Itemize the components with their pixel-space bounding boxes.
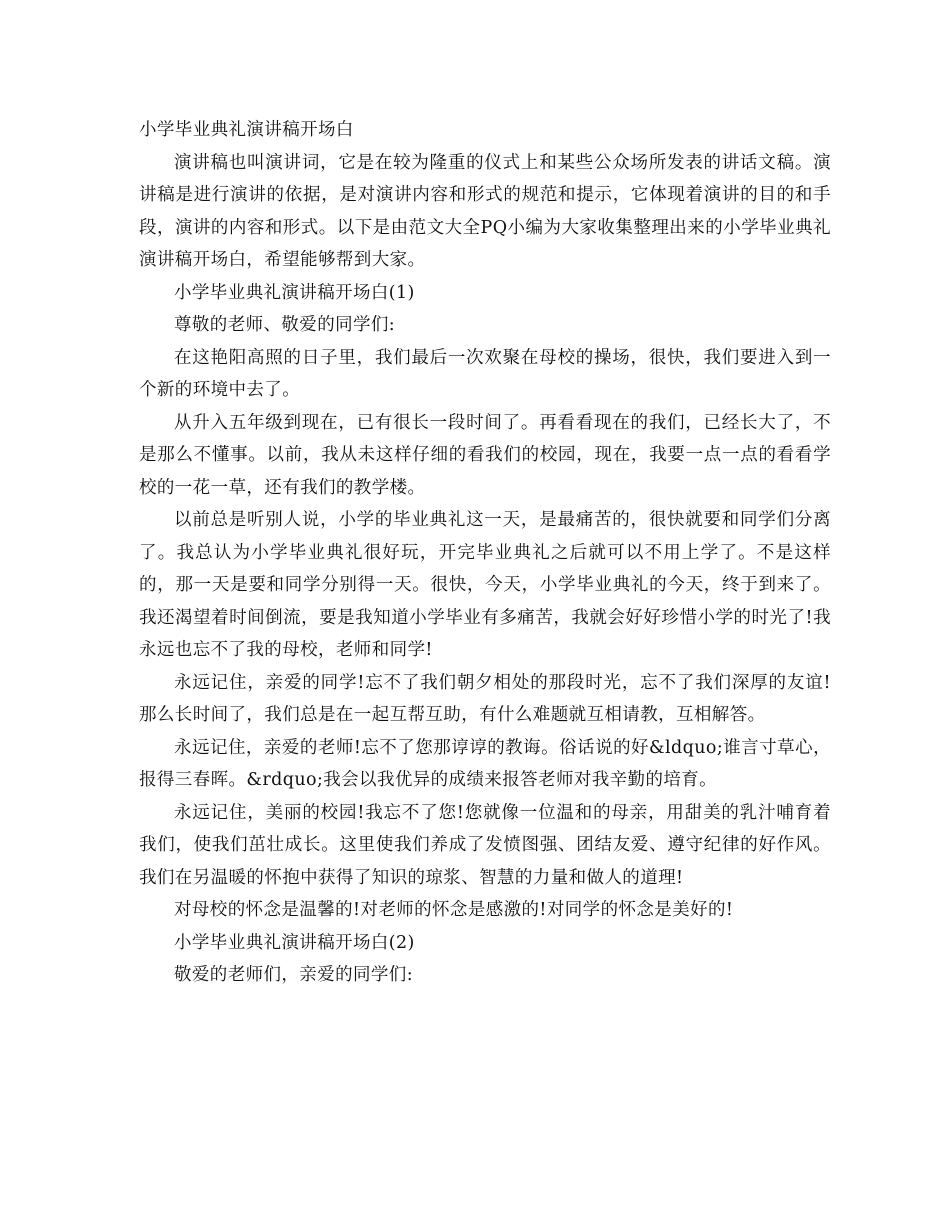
body-paragraph: 从升入五年级到现在，已有很长一段时间了。再看看现在的我们，已经长大了，不是那么不懂事。以前，我从未这样仔细的看我们的校园，现在，我要一点一点的看看学校的一花一草，还有我们的教学楼。 xyxy=(139,412,831,498)
intro-paragraph: 演讲稿也叫演讲词，它是在较为隆重的仪式上和某些公众场所发表的讲话文稿。演讲稿是进行演讲的依据，是对演讲内容和形式的规范和提示，它体现着演讲的目的和手段，演讲的内容和形式。以下是由范文大全PQ小编为大家收集整理出来的小学毕业典礼演讲稿开场白，希望能够帮到大家。 xyxy=(139,152,831,270)
section-heading-2: 小学毕业典礼演讲稿开场白(2) xyxy=(174,932,415,953)
body-paragraph: 永远记住，亲爱的老师!忘不了您那谆谆的教诲。俗话说的好&ldquo;谁言寸草心，报得三春晖。&rdquo;我会以我优异的成绩来报答老师对我辛勤的培育。 xyxy=(139,737,831,790)
body-paragraph: 以前总是听别人说，小学的毕业典礼这一天，是最痛苦的，很快就要和同学们分离了。我总认为小学毕业典礼很好玩，开完毕业典礼之后就可以不用上学了。不是这样的，那一天是要和同学分别得一天。很快，今天，小学毕业典礼的今天，终于到来了。我还渴望着时间倒流，要是我知道小学毕业有多痛苦，我就会好好珍惜小学的时光了!我永远也忘不了我的母校，老师和同学! xyxy=(139,510,831,660)
body-paragraph: 永远记住，亲爱的同学!忘不了我们朝夕相处的那段时光，忘不了我们深厚的友谊!那么长时间了，我们总是在一起互帮互助，有什么难题就互相请教，互相解答。 xyxy=(139,672,831,725)
body-paragraph: 永远记住，美丽的校园!我忘不了您!您就像一位温和的母亲，用甜美的乳汁哺育着我们，使我们茁壮成长。这里使我们养成了发愤图强、团结友爱、遵守纪律的好作风。我们在另温暖的怀抱中获得了知识的琼浆、智慧的力量和做人的道理! xyxy=(139,802,831,888)
section-heading-1: 小学毕业典礼演讲稿开场白(1) xyxy=(174,282,415,303)
salutation-1: 尊敬的老师、敬爱的同学们: xyxy=(174,315,396,335)
document-title: 小学毕业典礼演讲稿开场白 xyxy=(139,120,354,140)
body-paragraph: 对母校的怀念是温馨的!对老师的怀念是感激的!对同学的怀念是美好的! xyxy=(174,900,734,920)
document-body xyxy=(139,114,831,992)
salutation-2: 敬爱的老师们，亲爱的同学们: xyxy=(174,965,413,985)
body-paragraph: 在这艳阳高照的日子里，我们最后一次欢聚在母校的操场，很快，我们要进入到一个新的环境中去了。 xyxy=(139,347,831,400)
